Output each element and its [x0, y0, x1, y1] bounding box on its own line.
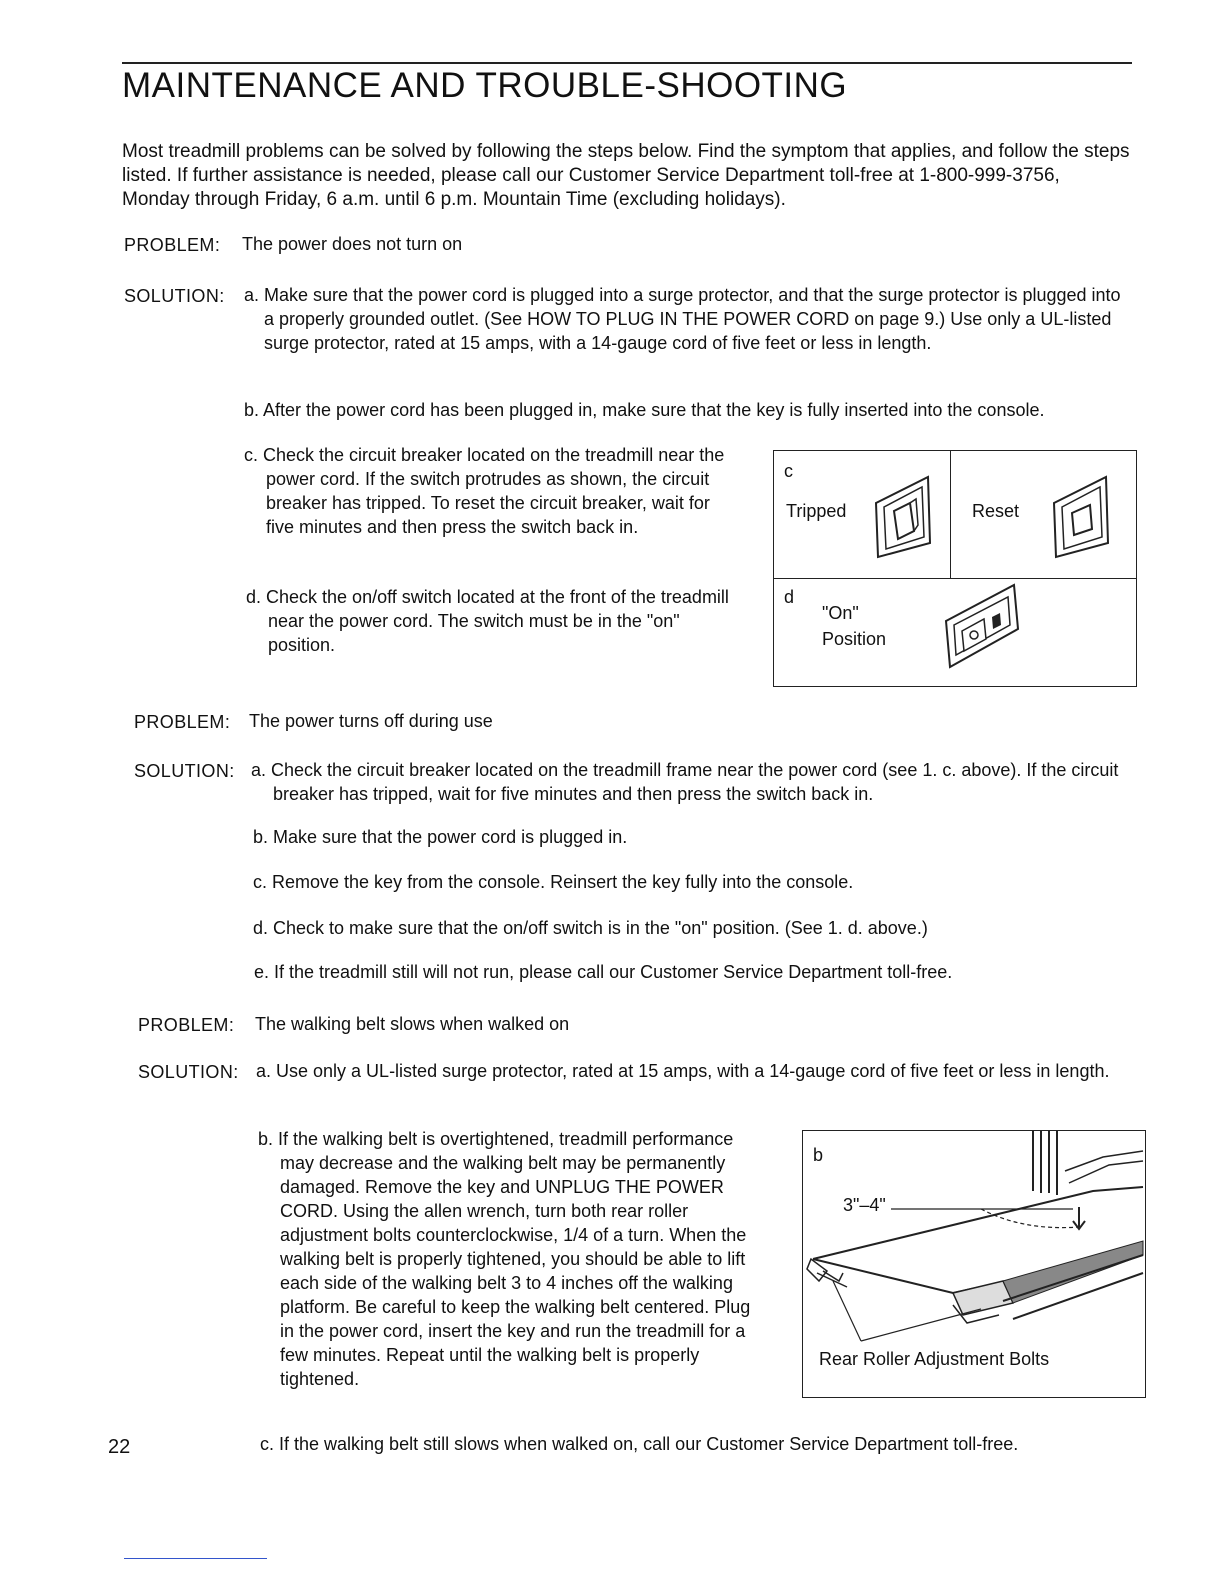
step-2a: a. Check the circuit breaker located on the treadmill frame near the power cord (see 1. c. above). If the circuit breaker has tripped, wait for five minutes and then press the switch back in.: [251, 760, 1119, 804]
step-1d: d. Check the on/off switch located at the front of the treadmill near the power cord. The switch must be in the "on" position.: [246, 587, 729, 655]
figure-divider-horizontal: [774, 578, 1136, 579]
step-3c: c. If the walking belt still slows when walked on, call our Customer Service Department toll-free.: [260, 1434, 1019, 1454]
page-title: MAINTENANCE AND TROUBLE-SHOOTING: [122, 66, 848, 105]
figure-d-letter: d: [784, 587, 795, 607]
problem-label-3: PROBLEM:: [138, 1015, 235, 1035]
problem-label-1: PROBLEM:: [124, 235, 221, 255]
step-2b: b. Make sure that the power cord is plugged in.: [253, 827, 628, 847]
problem-label-2: PROBLEM:: [134, 712, 231, 732]
step-1a: a. Make sure that the power cord is plugged into a surge protector, and that the surge protector is plugged into a properly grounded outlet. (See HOW TO PLUG IN THE POWER CORD on page 9.) Use only a UL-listed surge protector, rated at 15 amps, with a 14-gauge cord of five feet or less in length.: [244, 285, 1121, 353]
figure-c-letter: c: [784, 461, 793, 481]
position-label: Position: [822, 629, 887, 649]
step-2e: e. If the treadmill still will not run, please call our Customer Service Department toll-free.: [254, 962, 953, 982]
solution-label-1: SOLUTION:: [124, 286, 225, 306]
problem-1-text: The power does not turn on: [242, 234, 463, 254]
problem-2-text: The power turns off during use: [249, 711, 493, 731]
step-2c: c. Remove the key from the console. Reinsert the key fully into the console.: [253, 872, 854, 892]
tripped-label: Tripped: [786, 501, 847, 521]
step-1b: b. After the power cord has been plugged in, make sure that the key is fully inserted into the console.: [244, 400, 1045, 420]
step-3b: b. If the walking belt is overtightened, treadmill performance may decrease and the walking belt may be permanently damaged. Remove the key and UNPLUG THE POWER CORD. Using the allen wrench, turn both rear roller adjustment bolts counterclockwise, 1/4 of a turn. When the walking belt is properly tightened, you should be able to lift each side of the walking belt 3 to 4 inches off the walking platform. Be careful to keep the walking belt centered. Plug in the power cord, insert the key and run the treadmill for a few minutes. Repeat until the walking belt is properly tightened.: [258, 1129, 751, 1389]
measure-label: 3"–4": [843, 1195, 886, 1215]
figure-b-letter: b: [813, 1145, 824, 1165]
circuit-breaker-figure: [773, 450, 1137, 687]
bolts-caption: Rear Roller Adjustment Bolts: [819, 1349, 1050, 1369]
reset-label: Reset: [972, 501, 1020, 521]
problem-3-text: The walking belt slows when walked on: [255, 1014, 570, 1034]
tripped-switch-icon: [870, 473, 936, 559]
footer-line: [124, 1558, 267, 1559]
step-1c: c. Check the circuit breaker located on the treadmill near the power cord. If the switch protrudes as shown, the circuit breaker has tripped. To reset the circuit breaker, wait for five minutes and then press the switch back in.: [244, 445, 725, 537]
step-3a: a. Use only a UL-listed surge protector, rated at 15 amps, with a 14-gauge cord of five feet or less in length.: [256, 1061, 1110, 1081]
step-2d: d. Check to make sure that the on/off switch is in the "on" position. (See 1. d. above.): [253, 918, 928, 938]
on-off-switch-icon: [940, 581, 1024, 671]
belt-tension-figure: [802, 1130, 1146, 1398]
solution-label-2: SOLUTION:: [134, 761, 235, 781]
intro-paragraph: Most treadmill problems can be solved by following the steps below. Find the symptom that applies, and follow the steps listed. If further assistance is needed, please call our Customer Service Department toll-free at 1-800-999-3756, Monday through Friday, 6 a.m. until 6 p.m. Mountain Time (excluding holidays).: [122, 141, 1130, 210]
on-label: "On": [822, 603, 859, 623]
reset-switch-icon: [1048, 473, 1114, 559]
page-number: 22: [108, 1436, 131, 1458]
solution-label-3: SOLUTION:: [138, 1062, 239, 1082]
figure-divider-vertical: [950, 451, 951, 578]
title-rule: [122, 62, 1132, 64]
